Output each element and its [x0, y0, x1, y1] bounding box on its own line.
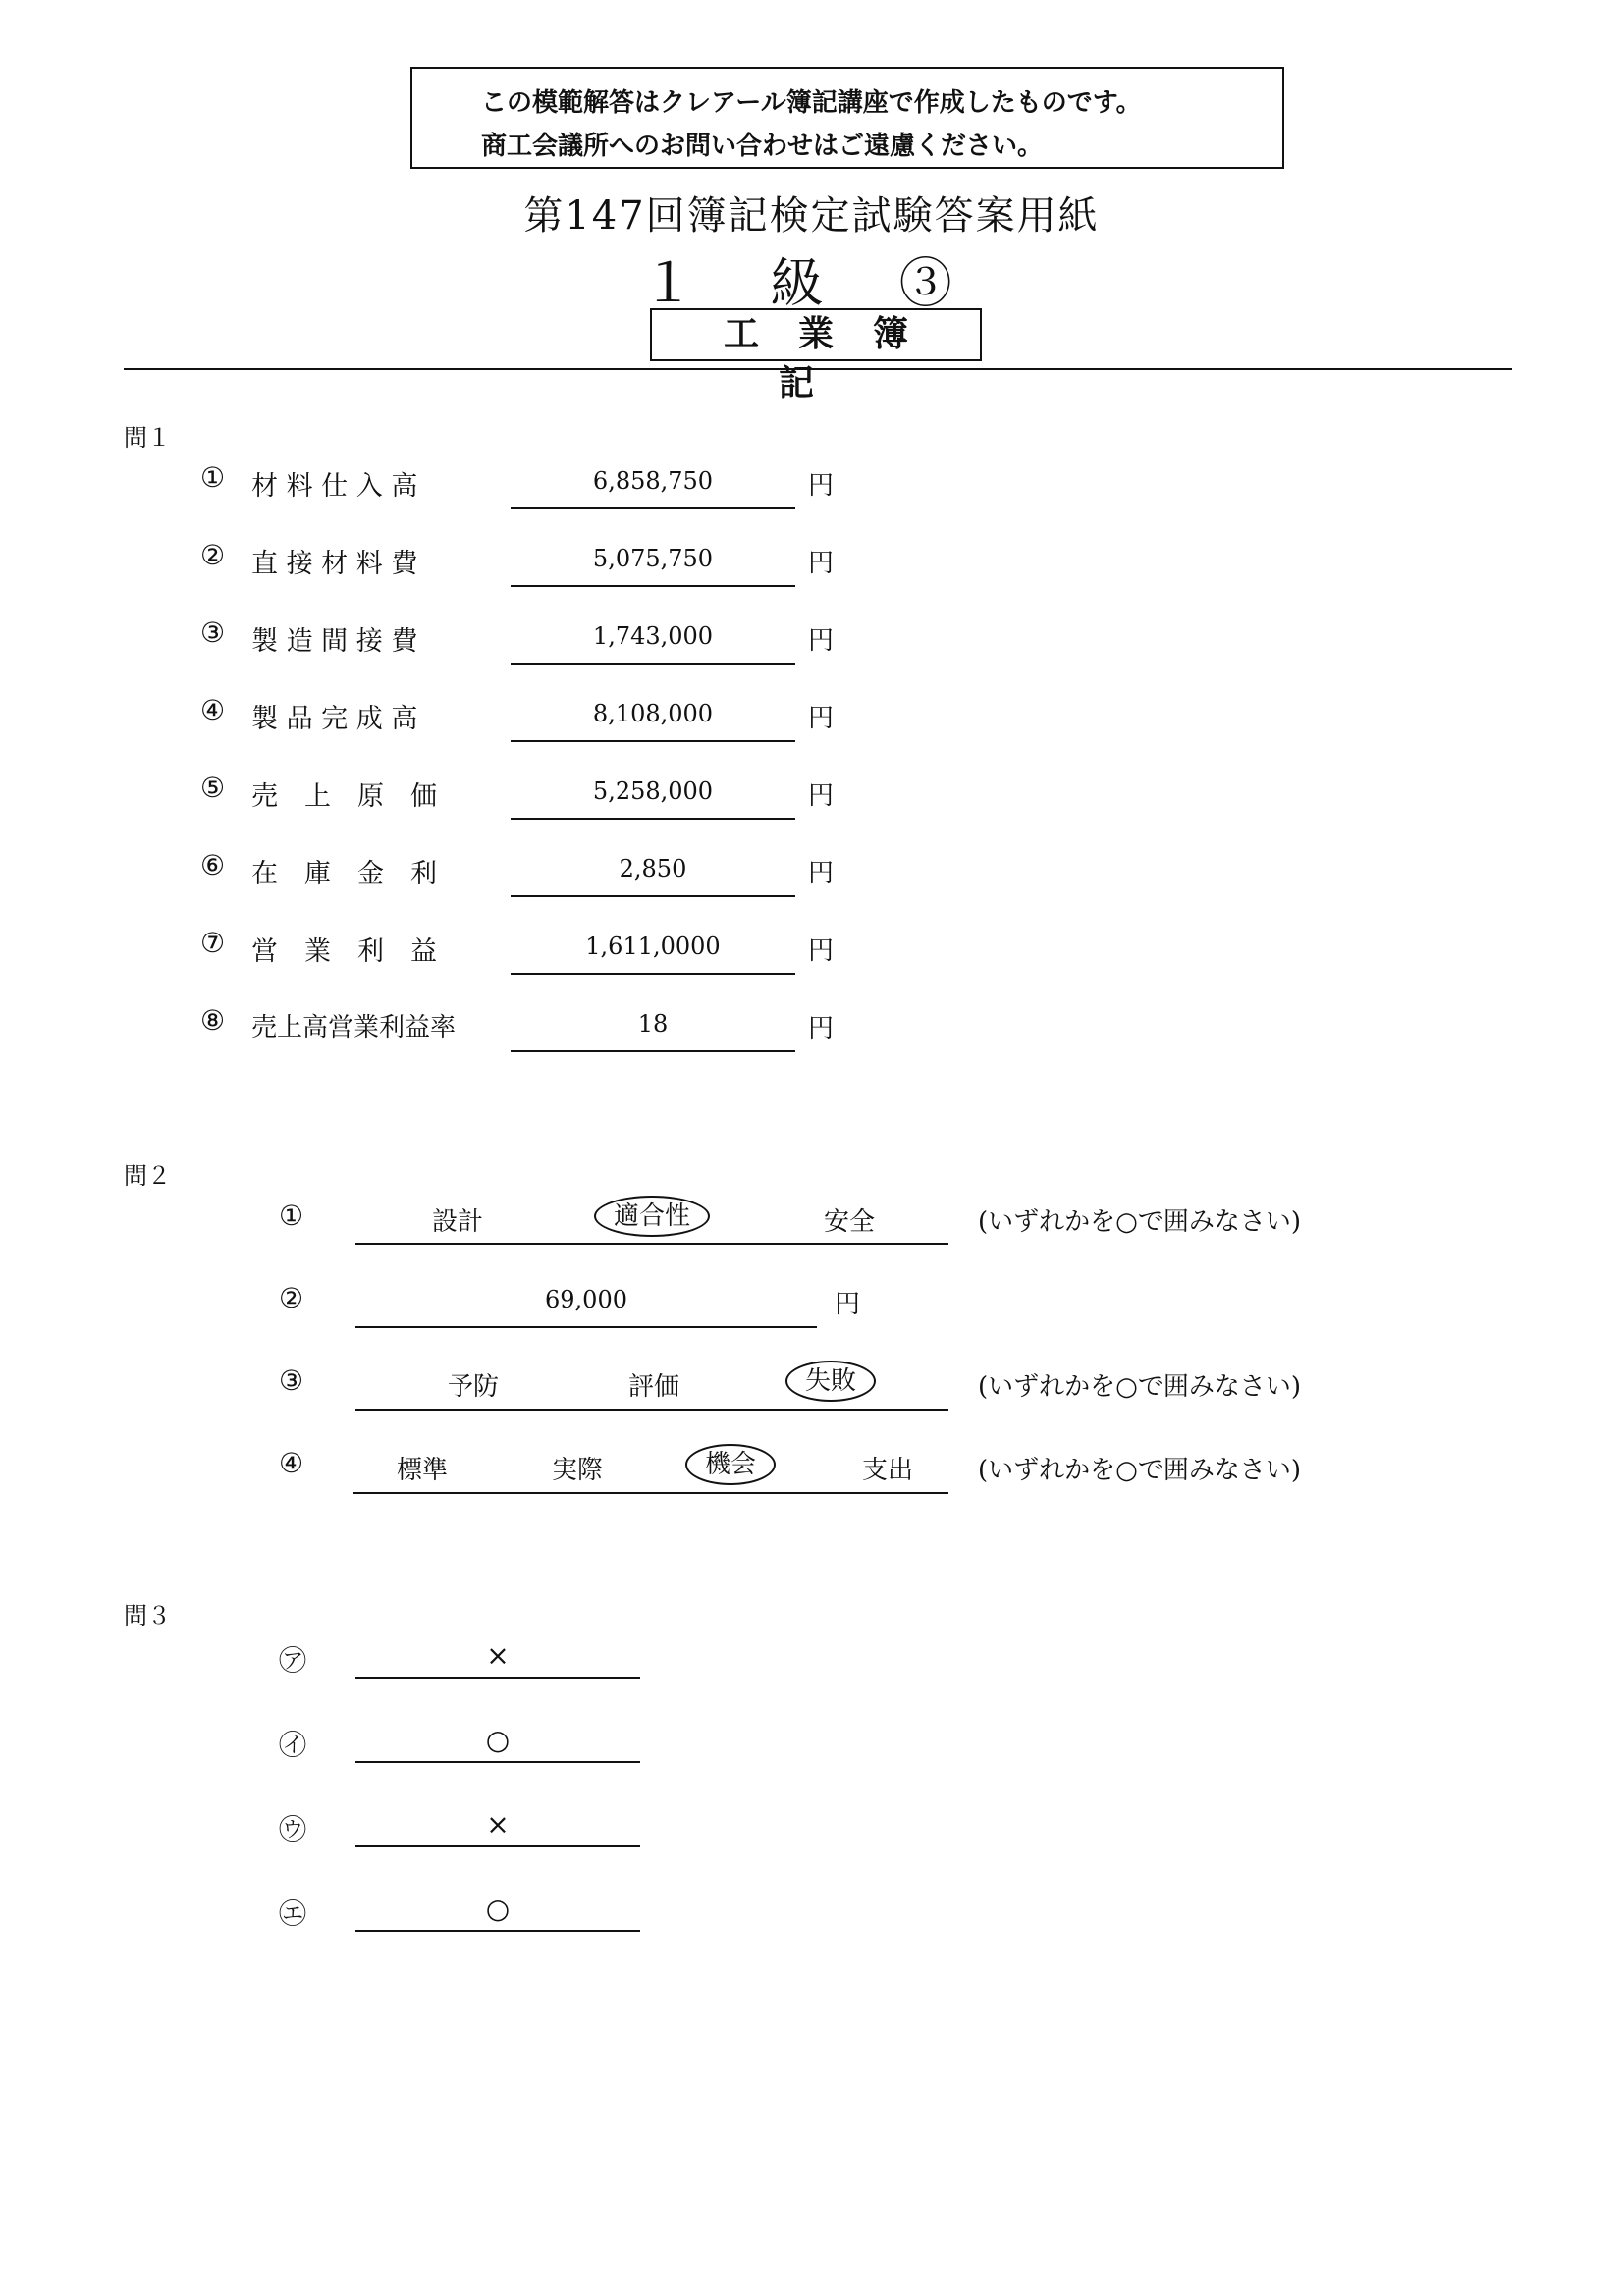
q2-item-1-option-2-selected[interactable] [583, 1196, 721, 1232]
q1-item-4-underline [511, 740, 795, 742]
q1-item-7-label: 営 業 利 益 [251, 936, 437, 967]
q1-item-3-label: 製 造 間 接 費 [251, 626, 418, 657]
q1-item-4-value: 8,108,000 [592, 700, 714, 727]
q1-item-7-num: ⑦ [200, 927, 226, 959]
q2-item-3-underline [355, 1409, 948, 1411]
q3-item-d-num: ㋓ [279, 1897, 307, 1930]
q1-item-6-label: 在 庫 金 利 [251, 859, 437, 889]
q1-item-7-value: 1,611,0000 [585, 933, 721, 960]
q2-item-1-note: (いずれかを○で囲みなさい) [978, 1207, 1301, 1237]
q3-item-c-num: ㋒ [279, 1813, 307, 1845]
q2-item-2-value: 69,000 [545, 1286, 627, 1313]
q2-item-3-num: ③ [279, 1364, 304, 1397]
q2-item-1-underline [355, 1243, 948, 1245]
q1-item-8-num: ⑧ [200, 1004, 226, 1037]
q3-item-c-mark: × [486, 1808, 510, 1841]
q1-item-2-underline [511, 585, 795, 587]
q3-item-d-underline [355, 1930, 640, 1932]
q1-item-6-unit: 円 [808, 859, 835, 888]
q1-item-2-label: 直 接 材 料 費 [251, 549, 418, 579]
q2-item-4-option-2[interactable]: 実際 [551, 1456, 603, 1485]
header-divider [124, 368, 1512, 370]
q3-item-c-underline [355, 1845, 640, 1847]
selected-circle: 機会 [685, 1444, 776, 1485]
q1-item-1-underline [511, 507, 795, 509]
selected-circle: 失敗 [785, 1361, 876, 1402]
exam-title: 第147回簿記検定試験答案用紙 [523, 193, 1100, 239]
q2-item-4-option-4[interactable]: 支出 [861, 1456, 913, 1485]
q1-item-7-underline [511, 973, 795, 975]
q2-item-4-note: (いずれかを○で囲みなさい) [978, 1456, 1301, 1485]
q1-item-8-label: 売上高営業利益率 [251, 1013, 457, 1042]
q1-item-3-underline [511, 663, 795, 665]
notice-line-2: 商工会議所へのお問い合わせはご遠慮ください。 [481, 132, 1044, 161]
q1-item-6-num: ⑥ [200, 849, 226, 881]
q1-item-7-unit: 円 [808, 936, 835, 966]
q2-item-3-option-1[interactable]: 予防 [447, 1372, 499, 1402]
q2-item-1-option-1[interactable]: 設計 [431, 1207, 483, 1237]
q1-heading: 問１ [124, 424, 171, 452]
q2-item-4-underline [353, 1492, 948, 1494]
q2-item-1-num: ① [279, 1200, 304, 1232]
q2-item-4-option-1[interactable]: 標準 [396, 1456, 448, 1485]
q2-item-3-option-3-selected[interactable] [762, 1361, 899, 1397]
q3-item-a-mark: × [486, 1639, 510, 1672]
q1-item-5-unit: 円 [808, 781, 835, 811]
subject-box: 工業簿記 [650, 308, 982, 361]
q2-item-1-option-3[interactable]: 安全 [823, 1207, 875, 1237]
q1-item-1-num: ① [200, 461, 226, 494]
q1-item-8-value: 18 [637, 1010, 669, 1038]
q2-item-2-underline [355, 1326, 817, 1328]
q1-item-4-label: 製 品 完 成 高 [251, 704, 418, 734]
q1-item-3-unit: 円 [808, 626, 835, 656]
q2-item-4-option-3-selected[interactable] [662, 1444, 799, 1480]
q1-item-3-num: ③ [200, 616, 226, 649]
q2-item-3-option-2[interactable]: 評価 [627, 1372, 679, 1402]
q1-item-2-unit: 円 [808, 549, 835, 578]
q1-item-1-label: 材 料 仕 入 高 [251, 471, 418, 502]
q3-item-b-mark: ○ [485, 1724, 511, 1756]
notice-line-1: この模範解答はクレアール簿記講座で作成したものです。 [481, 88, 1142, 118]
q2-item-3-note: (いずれかを○で囲みなさい) [978, 1372, 1301, 1402]
q1-item-5-underline [511, 818, 795, 820]
q1-item-6-underline [511, 895, 795, 897]
q2-item-2-num: ② [279, 1282, 304, 1314]
q3-item-b-num: ㋑ [279, 1729, 307, 1761]
q3-item-a-underline [355, 1677, 640, 1679]
notice-box [410, 67, 1284, 169]
q1-item-1-unit: 円 [808, 471, 835, 501]
q1-item-3-value: 1,743,000 [592, 622, 714, 650]
q3-item-b-underline [355, 1761, 640, 1763]
grade-title: １ 級 ③ [641, 252, 982, 314]
q3-item-d-mark: ○ [485, 1893, 511, 1925]
q1-item-6-value: 2,850 [619, 855, 687, 882]
q1-item-1-value: 6,858,750 [592, 467, 714, 495]
q1-item-8-unit: 円 [808, 1014, 835, 1043]
selected-circle: 適合性 [594, 1196, 710, 1237]
q3-heading: 問３ [124, 1602, 171, 1629]
q1-item-2-value: 5,075,750 [592, 545, 714, 572]
q2-item-4-num: ④ [279, 1447, 304, 1479]
q1-item-5-value: 5,258,000 [592, 777, 714, 805]
q1-item-2-num: ② [200, 539, 226, 571]
q2-item-2-unit: 円 [835, 1290, 861, 1319]
q1-item-5-label: 売 上 原 価 [251, 781, 437, 812]
q1-item-4-unit: 円 [808, 704, 835, 733]
q1-item-5-num: ⑤ [200, 772, 226, 804]
q3-item-a-num: ㋐ [279, 1644, 307, 1677]
q2-heading: 問２ [124, 1162, 171, 1190]
q1-item-8-underline [511, 1050, 795, 1052]
q1-item-4-num: ④ [200, 694, 226, 726]
